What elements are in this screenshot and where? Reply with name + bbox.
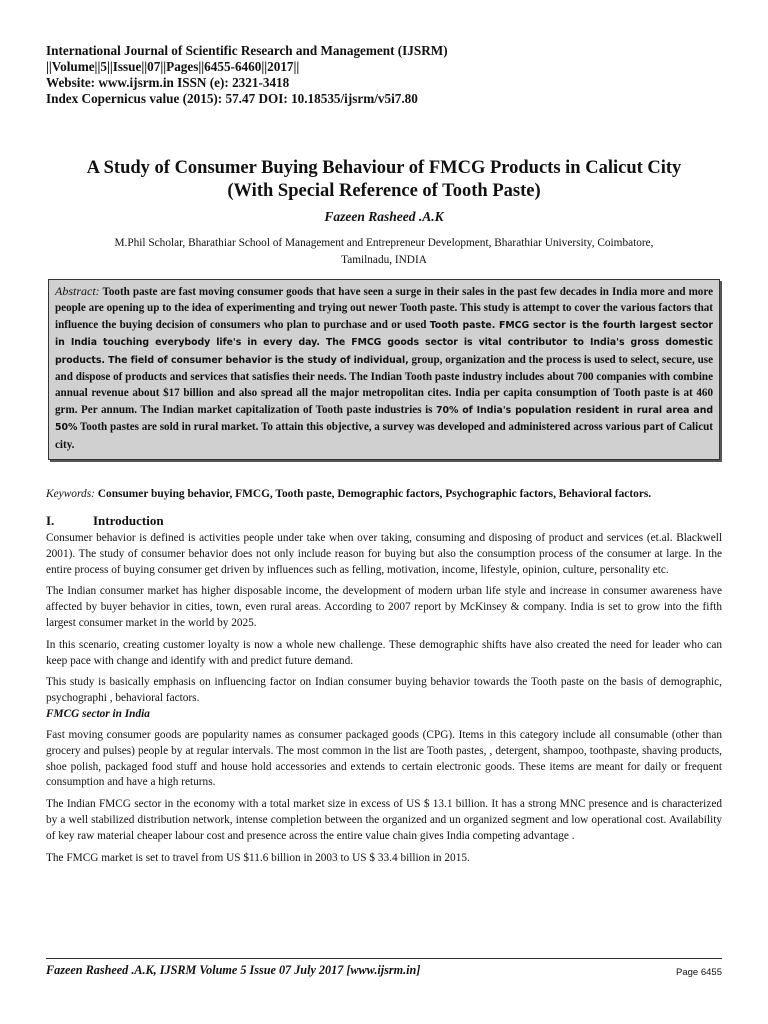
fmcg-paragraph-2: The Indian FMCG sector in the economy with a total market size in excess of US $ 13.1 billion. It has a strong MNC presence and is characterized by a well stabilized distribution network, intense completion between the organized and un organized segment and low operational cost. Availability of key raw material cheaper labour cost and presence across the entire value chain gives India competing advantage . bbox=[46, 798, 722, 842]
journal-name: International Journal of Scientific Research and Management (IJSRM) bbox=[46, 43, 448, 58]
affiliation-line-2: Tamilnadu, INDIA bbox=[341, 254, 427, 266]
paper-title: A Study of Consumer Buying Behaviour of FMCG Products in Calicut City (With Special Reference of Tooth Paste) bbox=[86, 158, 682, 201]
intro-paragraph-1: Consumer behavior is defined is activities people under take when over taking, consuming and disposing of product and services (et.al. Blackwell 2001). The study of consumer behavior does not only include reason for buying but also the consumption process of the consumer at large. In the entire process of buying consumer get driven by influences such as felling, motivation, income, lifestyle, opinion, culture, personality etc. bbox=[46, 532, 722, 576]
footer-citation: Fazeen Rasheed .A.K, IJSRM Volume 5 Issue 07 July 2017 [www.ijsrm.in] bbox=[46, 963, 421, 977]
journal-website: Website: www.ijsrm.in ISSN (e): 2321-3418 bbox=[46, 75, 290, 90]
abstract-label: Abstract: bbox=[55, 284, 100, 298]
subheading-fmcg-sector: FMCG sector in India bbox=[46, 708, 150, 721]
abstract-text-5: Tooth pastes are sold in rural market. To attain this objective, a survey was developed and administered across various part of Calicut city. bbox=[55, 421, 713, 451]
page-number: Page 6455 bbox=[676, 967, 722, 978]
abstract-text-1: Tooth paste are fast moving consumer goods that have seen a surge in their sales in the past few decades in India more and more people are opening up to the idea of experimenting and trying out newer Tooth paste. This study is attempt to cover the various factors that influence the buying decision of consumers who plan to purchase and or used bbox=[55, 286, 713, 331]
abstract-text-3: group, organization and the process is used to select, secure, use and dispose of products and services that satisfies their needs. The Indian Tooth paste industry includes about 700 companies with combine annual revenue about $17 billion and also spread all the major metropolitan cites. India per capita consumption of Tooth paste is at 460 grm. Per annum. The Indian market capitalization of Tooth paste industries is bbox=[55, 353, 714, 416]
abstract-box bbox=[48, 279, 720, 460]
author-affiliation bbox=[56, 235, 712, 269]
abstract-text-4: 70% of India's population resident in rural area and 50% bbox=[55, 404, 713, 434]
fmcg-paragraph-1: Fast moving consumer goods are popularity names as consumer packaged goods (CPG). Items in this category include all consumable (other than grocery and pulses) people by at regular intervals. The most common in the list are Tooth pastes, , detergent, shampoo, toothpaste, shaving products, shoe polish, packaged food stuff and house hold accessories and extends to certain electronic goods. These items are meant for daily or frequent consumption and have a high returns. bbox=[46, 729, 722, 789]
journal-header bbox=[46, 43, 722, 107]
journal-volume-info: ||Volume||5||Issue||07||Pages||6455-6460||2017|| bbox=[46, 59, 300, 74]
section-heading-introduction bbox=[46, 513, 722, 529]
intro-paragraph-3: In this scenario, creating customer loyalty is now a whole new challenge. These demographic shifts have also created the need for leader who can keep pace with change and identify with and predict future demand. bbox=[46, 638, 722, 667]
page-footer bbox=[46, 958, 722, 978]
fmcg-paragraph-3: The FMCG market is set to travel from US $11.6 billion in 2003 to US $ 33.4 billion in 2015. bbox=[46, 851, 470, 864]
keywords-label: Keywords: bbox=[46, 488, 95, 501]
author-name: Fazeen Rasheed .A.K bbox=[324, 209, 444, 224]
paper-page bbox=[46, 40, 722, 866]
keywords bbox=[46, 486, 722, 502]
affiliation-line-1: M.Phil Scholar, Bharathiar School of Management and Entrepreneur Development, Bharathiar University, Coimbatore, bbox=[114, 237, 654, 249]
journal-index-doi: Index Copernicus value (2015): 57.47 DOI: 10.18535/ijsrm/v5i7.80 bbox=[46, 91, 418, 106]
intro-paragraph-2: The Indian consumer market has higher disposable income, the development of modern urban life style and increase in consumer awareness have affected by buyer behavior in cities, town, even rural areas. According to 2007 report by McKinsey & company. India is set to grow into the fifth largest consumer market in the world by 2025. bbox=[46, 585, 722, 630]
keywords-text: Consumer buying behavior, FMCG, Tooth paste, Demographic factors, Psychographic factors, Behavioral factors. bbox=[94, 488, 652, 501]
section-title: Introduction bbox=[93, 513, 164, 529]
abstract-text-2: Tooth paste. FMCG sector is the fourth largest sector in India touching everybody life's in every day. The FMCG goods sector is vital contributor to India's gross domestic products. The field of consumer behavior is the study of individual, bbox=[55, 319, 713, 366]
intro-paragraph-4: This study is basically emphasis on influencing factor on Indian consumer buying behavior towards the Tooth paste on the basis of demographic, psychographi , behavioral factors. bbox=[46, 676, 722, 705]
section-number: I. bbox=[46, 513, 55, 529]
